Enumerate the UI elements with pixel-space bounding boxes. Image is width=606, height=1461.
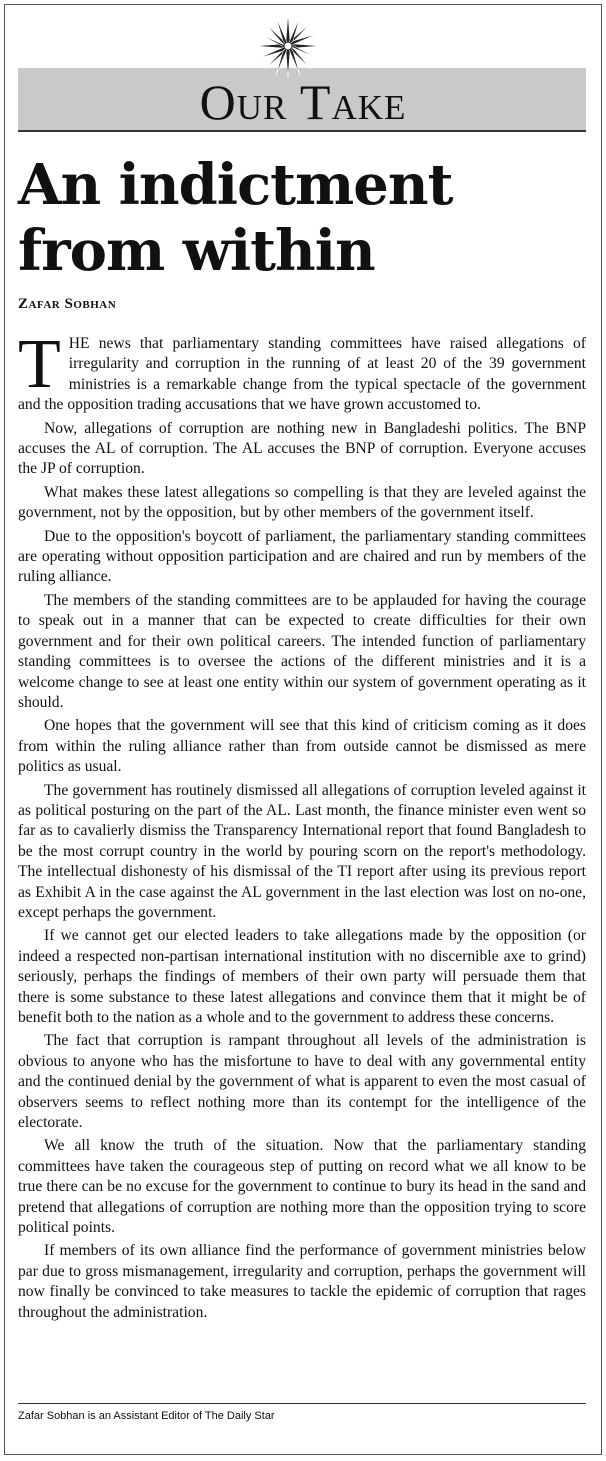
star-burst-icon xyxy=(256,14,320,78)
paragraph: If we cannot get our elected leaders to take allegations made by the opposition (or indeed a respected non-partisan international institution with no discernible axe to grind) seriously, perhaps the findings of members of their own party will persuade them that there is some substance to these latest allegations and convince them that it might be of benefit both to the nation as a whole and to the government to address these concerns. xyxy=(18,927,586,1026)
paragraph: Due to the opposition's boycott of parliament, the parliamentary standing committees are operating without opposition participation and are chaired and run by members of the ruling alliance. xyxy=(18,527,586,586)
paragraph: Now, allegations of corruption are nothing new in Bangladeshi politics. The BNP accuses the AL of corruption. The AL accuses the BNP of corruption. Everyone accuses the JP of corruption. xyxy=(18,419,586,478)
banner-rule xyxy=(18,130,586,132)
article-byline: Zafar Sobhan xyxy=(18,296,117,312)
paragraph-text: HE news that parliamentary standing committees have raised allegations of irregularity and corruption in the running of at least 20 of the 39 government ministries is a remarkable change from the typical spectacle of the government and the opposition trading accusations that we have grown accustomed to. xyxy=(18,335,586,414)
paragraph: If members of its own alliance find the performance of government ministries below par due to gross mismanagement, irregularity and corruption, perhaps the government will now finally be convinced to take measures to tackle the epidemic of corruption that rages throughout the administration. xyxy=(18,1242,586,1321)
paragraph xyxy=(18,326,586,416)
author-footnote: Zafar Sobhan is an Assistant Editor of The Daily Star xyxy=(18,1410,275,1422)
article-body xyxy=(18,326,586,1326)
paragraph: The government has routinely dismissed all allegations of corruption leveled against it as political posturing on the part of the AL. Last month, the finance minister even went so far as to cavalierly dismiss the Transparency International report that found Bangladesh to be the most corrupt country in the world by pouring scorn on the report's methodology. The intellectual dishonesty of his dismissal of the TI report after using its previous report as Exhibit A in the case against the AL government in the last election was lost on no-one, except perhaps the government. xyxy=(18,781,586,921)
paragraph: What makes these latest allegations so compelling is that they are leveled against the government, not by the opposition, but by other members of the government itself. xyxy=(18,483,586,522)
section-kicker: Our Take xyxy=(199,74,407,130)
paragraph: The members of the standing committees are to be applauded for having the courage to speak out in a manner that can be expected to create difficulties for their own government and for their own political careers. The intended function of parliamentary standing committees is to oversee the actions of the different ministries and it is a welcome change to see at least one entity within our system of government operating as it should. xyxy=(18,591,586,711)
drop-cap: T xyxy=(18,326,61,403)
article-headline: An indictment from within xyxy=(18,152,453,284)
paragraph: One hopes that the government will see that this kind of criticism coming as it does from within the ruling alliance rather than from outside cannot be dismissed as mere politics as usual. xyxy=(18,717,586,776)
paragraph: We all know the truth of the situation. Now that the parliamentary standing committees have taken the courageous step of putting on record what we all know to be true there can be no excuse for the government to continue to bury its head in the sand and pretend that allegations of corruption are nothing more than the opposition trying to score political points. xyxy=(18,1137,586,1237)
paragraph: The fact that corruption is rampant throughout all levels of the administration is obvious to anyone who has the misfortune to have to deal with any governmental entity and the continued denial by the government of what is apparent to even the most casual of observers seems to reflect nothing more than its contempt for the intelligence of the electorate. xyxy=(18,1032,586,1132)
footnote-rule xyxy=(18,1403,586,1404)
